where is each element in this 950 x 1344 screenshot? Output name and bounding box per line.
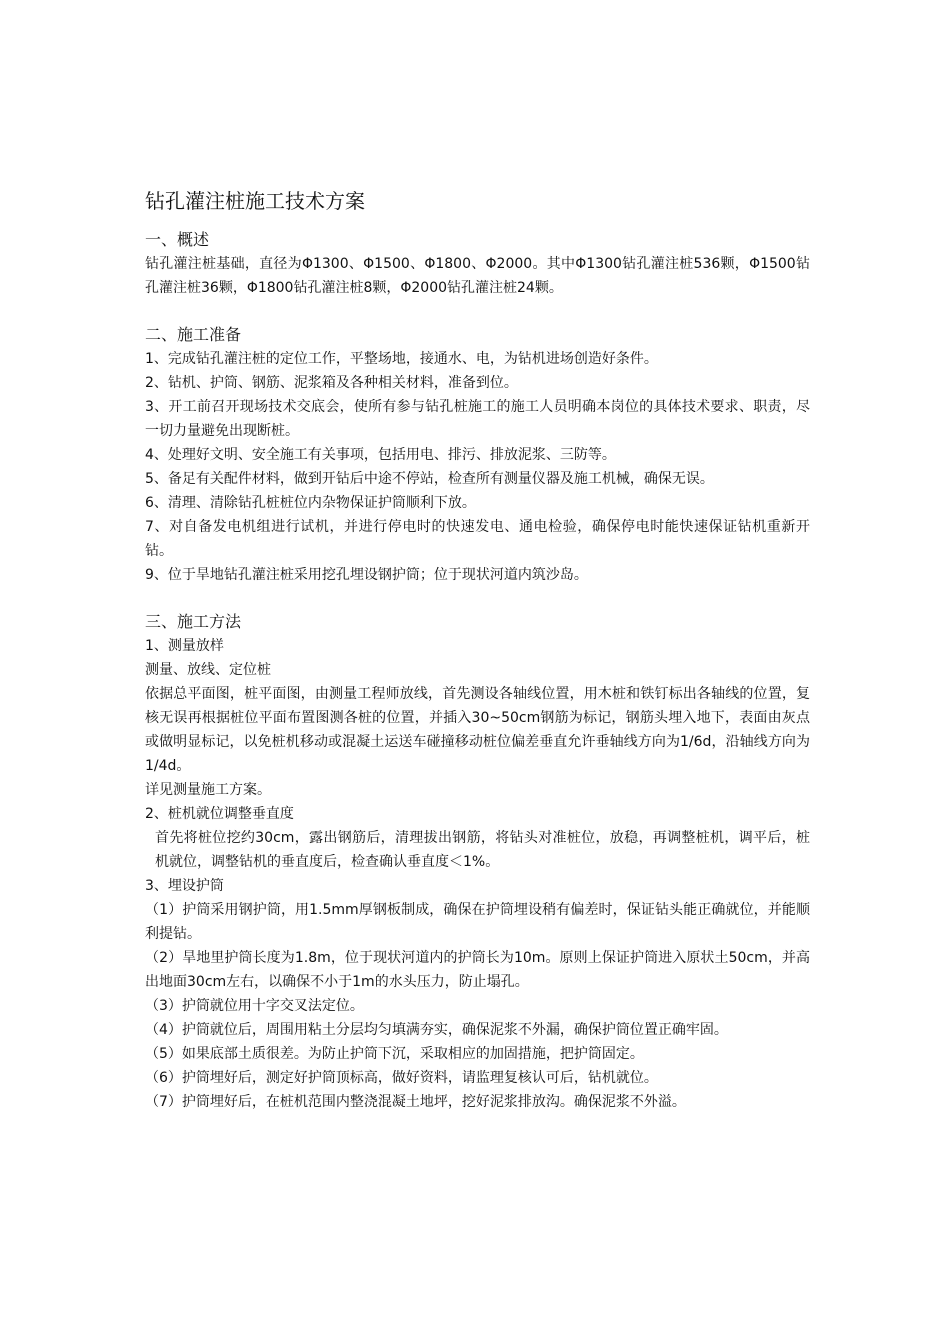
prep-item: 5、备足有关配件材料，做到开钻后中途不停站，检查所有测量仪器及施工机械，确保无误。 [145, 471, 714, 487]
casing-item: （3）护筒就位用十字交叉法定位。 [145, 998, 364, 1014]
method-subheading: 3、埋设护筒 [145, 878, 224, 894]
method-paragraph: 详见测量施工方案。 [145, 782, 271, 798]
method-paragraph: 测量、放线、定位桩 [145, 662, 271, 678]
casing-item: （7）护筒埋好后，在桩机范围内整浇混凝土地坪，挖好泥浆排放沟。确保泥浆不外溢。 [145, 1094, 686, 1110]
method-paragraph: 依据总平面图，桩平面图，由测量工程师放线，首先测设各轴线位置，用木桩和铁钉标出各轴线的位置，复核无误再根据桩位平面布置图测各桩的位置，并插入30~50cm钢筋为标记，钢筋头埋入地下，表面由灰点或做明显标记，以免桩机移动或混凝土运送车碰撞移动桩位偏差垂直允许垂轴线方向为1/6d，沿轴线方向为1/4d。 [145, 686, 810, 774]
document-title: 钻孔灌注桩施工技术方案 [145, 189, 365, 213]
section-method-heading: 三、施工方法 [145, 612, 242, 631]
method-paragraph: 首先将桩位挖约30cm，露出钢筋后，清理拔出钢筋，将钻头对准桩位，放稳，再调整桩机，调平后，桩机就位，调整钻机的垂直度后，检查确认垂直度＜1%。 [155, 830, 810, 870]
prep-item: 9、位于旱地钻孔灌注桩采用挖孔埋设钢护筒；位于现状河道内筑沙岛。 [145, 567, 588, 583]
prep-item: 1、完成钻孔灌注桩的定位工作，平整场地，接通水、电，为钻机进场创造好条件。 [145, 351, 658, 367]
section-overview-body: 钻孔灌注桩基础，直径为Φ1300、Φ1500、Φ1800、Φ2000。其中Φ1300钻孔灌注桩536颗，Φ1500钻孔灌注桩36颗，Φ1800钻孔灌注桩8颗，Φ2000钻孔灌注桩24颗。 [145, 256, 810, 296]
method-subheading: 1、测量放样 [145, 638, 224, 654]
prep-item: 3、开工前召开现场技术交底会，使所有参与钻孔桩施工的施工人员明确本岗位的具体技术要求、职责，尽一切力量避免出现断桩。 [145, 399, 810, 439]
prep-item: 4、处理好文明、安全施工有关事项，包括用电、排污、排放泥浆、三防等。 [145, 447, 616, 463]
method-subheading: 2、桩机就位调整垂直度 [145, 806, 294, 822]
casing-item: （2）旱地里护筒长度为1.8m，位于现状河道内的护筒长为10m。原则上保证护筒进入原状土50cm，并高出地面30cm左右，以确保不小于1m的水头压力，防止塌孔。 [145, 950, 810, 990]
prep-item: 6、清理、清除钻孔桩桩位内杂物保证护筒顺利下放。 [145, 495, 476, 511]
prep-item: 2、钻机、护筒、钢筋、泥浆箱及各种相关材料，准备到位。 [145, 375, 518, 391]
section-preparation-heading: 二、施工准备 [145, 325, 242, 344]
casing-item: （4）护筒就位后，周围用粘土分层均匀填满夯实，确保泥浆不外漏，确保护筒位置正确牢固。 [145, 1022, 728, 1038]
casing-item: （6）护筒埋好后，测定好护筒顶标高，做好资料，请监理复核认可后，钻机就位。 [145, 1070, 658, 1086]
casing-item: （1）护筒采用钢护筒，用1.5mm厚钢板制成，确保在护筒埋设稍有偏差时，保证钻头能正确就位，并能顺利提钻。 [145, 902, 810, 942]
casing-item: （5）如果底部土质很差。为防止护筒下沉，采取相应的加固措施，把护筒固定。 [145, 1046, 644, 1062]
prep-item: 7、对自备发电机组进行试机，并进行停电时的快速发电、通电检验，确保停电时能快速保证钻机重新开钻。 [145, 519, 810, 559]
section-overview-heading: 一、概述 [145, 230, 210, 249]
document-body [145, 186, 810, 1114]
